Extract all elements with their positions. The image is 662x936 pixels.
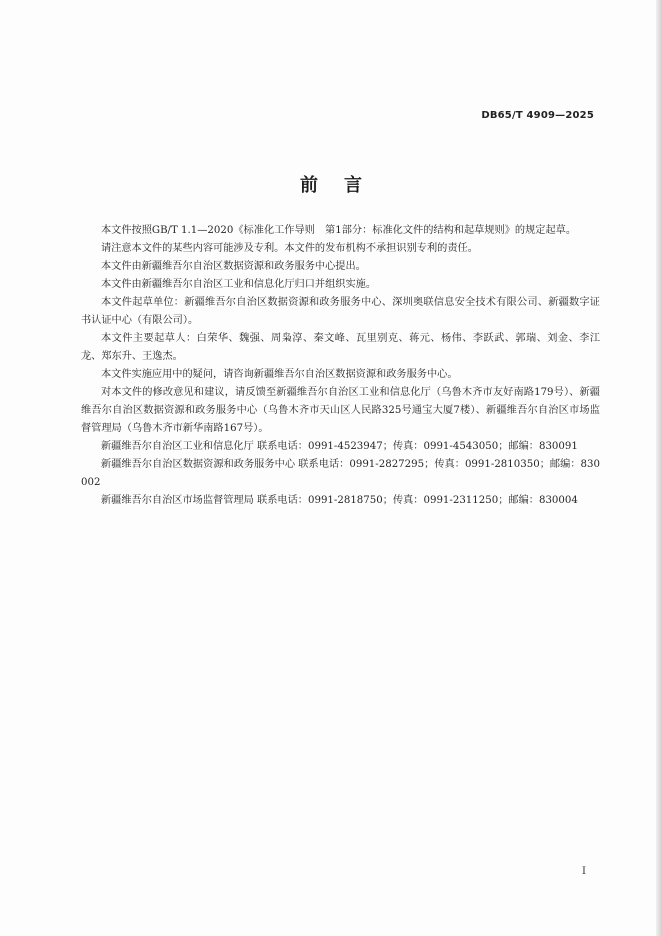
paragraph-contact-market: 新疆维吾尔自治区市场监督管理局 联系电话：0991-2818750；传真：0991-2311250；邮编：830004 (101, 495, 578, 506)
paragraph-drafting-rule: 本文件按照GB/T 1.1—2020《标准化工作导则 第1部分：标准化文件的结构和起草规则》的规定起草。 (101, 225, 577, 236)
page-title: 前言 (300, 175, 388, 196)
scan-edge (656, 0, 662, 936)
paragraph-drafting-units: 本文件起草单位：新疆维吾尔自治区数据资源和政务服务中心、深圳奥联信息安全技术有限公司、新疆数字证书认证中心（有限公司）。 (81, 297, 600, 326)
paragraph-contact-industry: 新疆维吾尔自治区工业和信息化厅 联系电话：0991-4523947；传真：0991-4543050；邮编：830091 (101, 441, 578, 452)
paragraph-administrator: 本文件由新疆维吾尔自治区工业和信息化厅归口并组织实施。 (101, 279, 377, 290)
paragraph-inquiry: 本文件实施应用中的疑问，请咨询新疆维吾尔自治区数据资源和政务服务中心。 (101, 369, 458, 380)
page-number: I (582, 866, 586, 877)
standard-code: DB65/T 4909—2025 (481, 110, 594, 121)
foreword-body (81, 222, 600, 510)
paragraph-proposer: 本文件由新疆维吾尔自治区数据资源和政务服务中心提出。 (101, 261, 366, 272)
paragraph-drafters: 本文件主要起草人：白荣华、魏强、周枭淳、秦文峰、瓦里别克、蒋元、杨伟、李跃武、郭瑞、刘金、李江龙、郑东升、王逸杰。 (81, 333, 600, 362)
paragraph-feedback: 对本文件的修改意见和建议，请反馈至新疆维吾尔自治区工业和信息化厅（乌鲁木齐市友好南路179号）、新疆维吾尔自治区数据资源和政务服务中心（乌鲁木齐市天山区人民路325号通宝大厦7楼）、新疆维吾尔自治区市场监督管理局（乌鲁木齐市新华南路167号）。 (81, 387, 600, 434)
paragraph-contact-data-center: 新疆维吾尔自治区数据资源和政务服务中心 联系电话：0991-2827295；传真：0991-2810350；邮编：830002 (81, 459, 600, 488)
paragraph-patent-notice: 请注意本文件的某些内容可能涉及专利。本文件的发布机构不承担识别专利的责任。 (101, 243, 478, 254)
